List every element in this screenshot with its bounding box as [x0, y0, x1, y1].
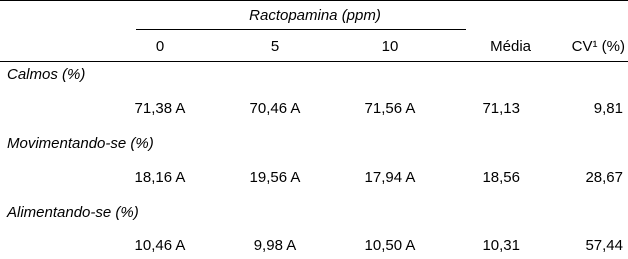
section-label: Alimentando-se (%) — [7, 204, 139, 221]
section-label: Movimentando-se (%) — [7, 135, 154, 152]
column-header-10: 10 — [381, 38, 399, 55]
table-cell: 9,98 A — [253, 237, 297, 254]
table-cell: 10,50 A — [364, 237, 416, 254]
column-header-5: 5 — [270, 38, 280, 55]
group-header: Ractopamina (ppm) — [249, 7, 381, 24]
table-cell: 10,46 A — [134, 237, 186, 254]
top-rule — [0, 0, 628, 1]
group-header-rule — [136, 29, 466, 30]
table-cell: 9,81 — [593, 100, 623, 117]
table-cell: 10,31 — [482, 237, 520, 254]
table-cell: 71,38 A — [134, 100, 186, 117]
table-cell: 17,94 A — [364, 169, 416, 186]
column-header-cv: CV¹ (%) — [571, 38, 625, 55]
column-header-media: Média — [490, 38, 531, 55]
table-cell: 57,44 — [585, 237, 623, 254]
table-cell: 28,67 — [585, 169, 623, 186]
table-cell: 18,16 A — [134, 169, 186, 186]
table-cell: 71,13 — [482, 100, 520, 117]
table-cell: 19,56 A — [249, 169, 301, 186]
table-cell: 18,56 — [482, 169, 520, 186]
section-label: Calmos (%) — [7, 66, 86, 83]
header-rule — [0, 61, 628, 62]
table-cell: 70,46 A — [249, 100, 301, 117]
table-cell: 71,56 A — [364, 100, 416, 117]
column-header-0: 0 — [155, 38, 165, 55]
